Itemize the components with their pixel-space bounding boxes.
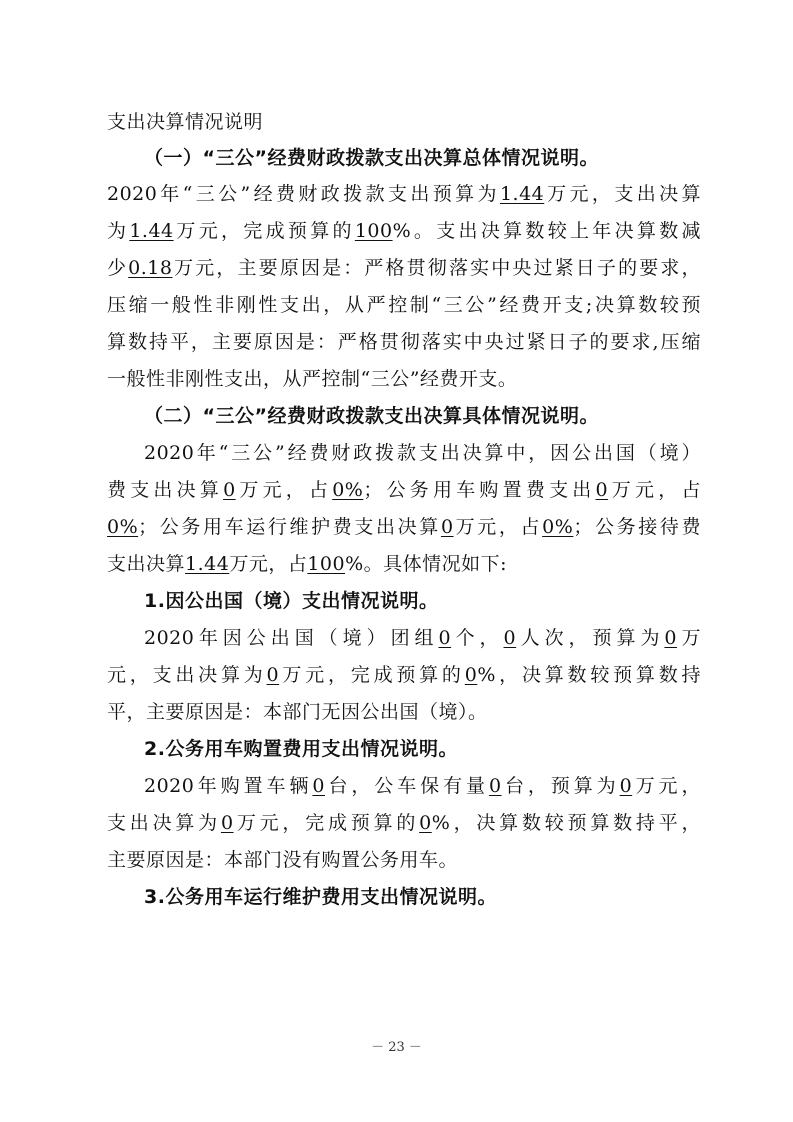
text-span: 万元，完成预算的 [233,812,420,834]
text-span: ；公务用车购置费支出 [363,479,596,501]
subsection-heading-3: 3.公务用车运行维护费用支出情况说明。 [144,886,497,908]
underlined-value: 0 [595,479,609,501]
text-span: 为 [107,220,130,242]
text-span: 少 [107,257,129,279]
text-span: 万元，完成预算的 [279,664,465,686]
paragraph-line: 压缩一般性非刚性支出，从严控制“三公”经费开支;决算数较预 [107,294,701,316]
text-span: 支出决算为 [107,812,221,834]
text-span: 万元，主要原因是：严格贯彻落实中央过紧日子的要求， [172,257,701,279]
underlined-value: 0 [419,812,432,834]
text-span: 台，公车保有量 [325,775,489,797]
underlined-value: 0 [223,479,236,501]
paragraph-line [107,478,701,502]
text-span: 万 [677,627,701,649]
paragraph-line: 一般性非刚性支出，从严控制“三公”经费开支。 [107,368,518,390]
underlined-value: 100 [354,220,393,242]
underlined-value: 0% [332,479,364,501]
underlined-value: 1.44 [499,183,545,205]
underlined-value: 0% [107,516,139,538]
paragraph-line [107,811,701,835]
text-span: ；公务接待费 [573,516,701,538]
text-span: 台，预算为 [501,775,620,797]
text-span: 2020年购置车辆 [144,775,313,797]
underlined-value: 100 [307,553,346,575]
text-span: 元，支出决算为 [107,664,267,686]
underlined-value: 0 [488,775,502,797]
paragraph-line [107,256,701,280]
section-heading-2: （二）“三公”经费财政拨款支出决算具体情况说明。 [144,405,599,427]
text-span: %，决算数较预算数持 [477,664,701,686]
page-title: 支出决算情况说明 [107,111,264,133]
underlined-value: 1.44 [129,220,174,242]
underlined-value: 1.44 [185,553,230,575]
text-span: %，决算数较预算数持平， [431,812,701,834]
text-span: 人次，预算为 [516,627,665,649]
text-span: %。支出决算数较上年决算数减 [392,220,701,242]
underlined-value: 0 [440,516,454,538]
text-span: 万元， [632,775,701,797]
underlined-value: 0% [542,516,574,538]
text-span: 万元，占 [229,553,308,575]
underlined-value: 0.18 [128,257,173,279]
subsection-heading-2: 2.公务用车购置费用支出情况说明。 [144,738,458,760]
underlined-value: 0 [266,664,280,686]
section-heading-1: （一）“三公”经费财政拨款支出决算总体情况说明。 [144,147,599,169]
underlined-value: 0 [438,627,452,649]
text-span: 支出决算 [107,553,186,575]
text-span: %。具体情况如下: [345,553,508,575]
underlined-value: 0 [619,775,633,797]
underlined-value: 0 [220,812,234,834]
paragraph-line: 2020年“三公”经费财政拨款支出决算中，因公出国（境） [144,442,701,464]
text-span: 个， [451,627,504,649]
text-span: 万元，占 [453,516,543,538]
page-number: － 23 － [371,1040,422,1055]
paragraph-line [107,552,701,576]
subsection-heading-1: 1.因公出国（境）支出情况说明。 [144,590,439,612]
text-span: 万元，占 [235,479,333,501]
text-span: 万元，完成预算的 [173,220,355,242]
paragraph-line [144,774,701,798]
paragraph-line [107,182,701,206]
text-span: 万元，占 [608,479,701,501]
paragraph-line [107,663,701,687]
paragraph-line: 主要原因是：本部门没有购置公务用车。 [107,849,459,871]
paragraph-line [144,626,701,650]
text-span: ；公务用车运行维护费支出决算 [138,516,441,538]
text-span: 2020年因公出国（境）团组 [144,627,439,649]
paragraph-line [107,219,701,243]
underlined-value: 0 [503,627,517,649]
paragraph-line [107,515,701,539]
text-span: 2020年“三公”经费财政拨款支出预算为 [107,183,500,205]
text-span: 费支出决算 [107,479,224,501]
text-span: 万元，支出决算 [544,183,701,205]
underlined-value: 0 [664,627,678,649]
underlined-value: 0 [312,775,326,797]
paragraph-line: 平，主要原因是：本部门无因公出国（境）。 [107,701,488,723]
underlined-value: 0 [464,664,478,686]
paragraph-line: 算数持平，主要原因是：严格贯彻落实中央过紧日子的要求,压缩 [107,331,701,353]
